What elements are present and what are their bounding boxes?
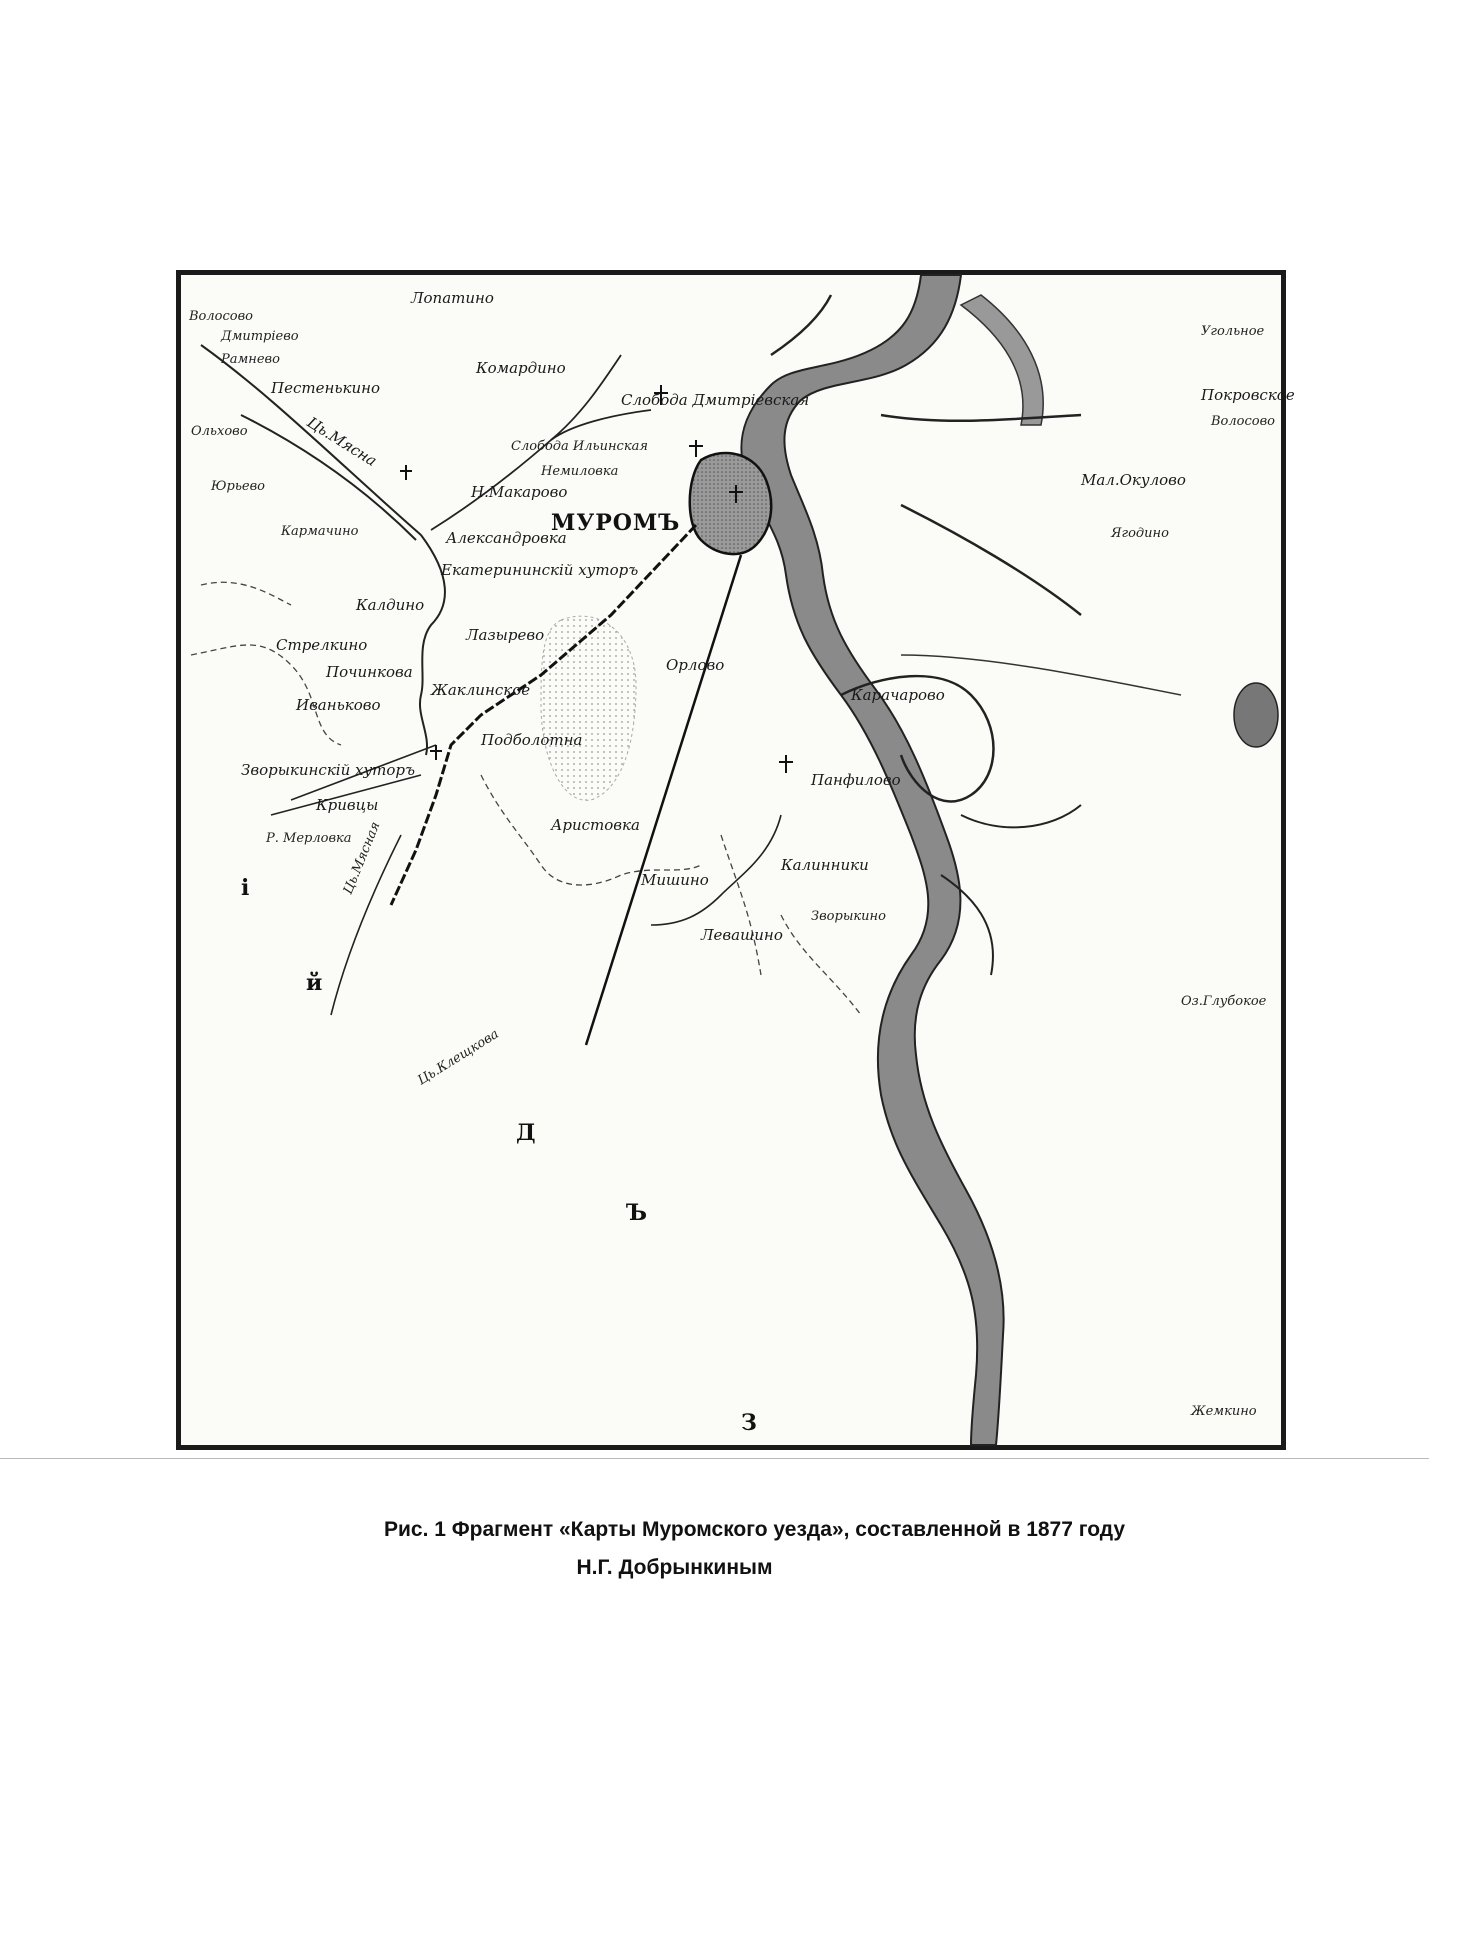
label-zhaklinskoe: Жаклинское: [431, 681, 531, 699]
historical-map: [181, 275, 1295, 1445]
label-pochinkovo: Починкова: [326, 663, 413, 681]
label-pesteniha: Пестенькино: [271, 379, 381, 397]
stream-east: [941, 805, 1081, 975]
label-ivanikovo: Иваньково: [296, 696, 381, 714]
label-sloboda-ilyinskaya: Слобода Ильинская: [511, 439, 648, 454]
label-krivtsy: Кривцы: [316, 796, 379, 814]
figure-caption-line1: Рис. 1 Фрагмент «Карты Муромского уезда», составленной в 1877 году: [383, 1518, 1126, 1541]
road-west: [201, 345, 445, 755]
forest-area: [541, 616, 636, 800]
label-kaliniki: Калинники: [781, 856, 869, 874]
label-karachevo: Карачарово: [851, 686, 945, 704]
label-ekaterininsky: Екатерининскій хуторъ: [441, 561, 639, 579]
label-podbolotnaya: Подболотна: [481, 731, 583, 749]
label-levashino: Левашино: [701, 926, 783, 944]
figure-caption-line2: Н.Г. Добрынкиным: [576, 1556, 773, 1579]
label-karmachino: Кармачино: [281, 524, 359, 539]
label-mal-okulovo: Мал.Окулово: [1081, 471, 1186, 489]
label-zhemkino: Жемкино: [1191, 1404, 1257, 1419]
label-dmitrievo: Дмитріево: [221, 329, 299, 344]
map-frame: [176, 270, 1295, 1450]
label-zvorykinsky: Зворыкинскій хуторъ: [241, 761, 416, 779]
label-lopatino: Лопатино: [411, 289, 494, 307]
label-ts-klesh: Ць.Клещкова: [415, 1026, 502, 1089]
label-aleksandrovka: Александровка: [446, 529, 567, 547]
label-letter-z: З: [741, 1410, 758, 1436]
label-letter-b: Ъ: [626, 1200, 649, 1226]
label-lazyrevo: Лазырево: [466, 626, 545, 644]
lake-east: [1234, 683, 1278, 747]
label-orlovo: Орлово: [666, 656, 725, 674]
label-yagodino: Ягодино: [1111, 526, 1169, 541]
label-nemilovka: Немиловка: [541, 464, 619, 479]
murom-city: [690, 453, 771, 554]
label-komardino: Комардино: [476, 359, 566, 377]
label-pokrovskoe: Покровское: [1201, 386, 1295, 404]
label-panfilovo: Панфилово: [811, 771, 901, 789]
river-branch-ne: [961, 295, 1043, 425]
label-aristovka: Аристовка: [551, 816, 640, 834]
label-road-name: Ць.Мясна: [303, 413, 381, 471]
label-oz-glubokoe: Оз.Глубокое: [1181, 994, 1267, 1009]
label-ts-myasnaya: Ць.Мясная: [340, 819, 384, 897]
label-kaldino: Калдино: [356, 596, 425, 614]
label-yurjevo: Юрьево: [211, 479, 265, 494]
label-volosovo-right: Волосово: [1211, 414, 1275, 429]
label-streltsino: Стрелкино: [276, 636, 368, 654]
label-sloboda-dmitrievskaya: Слобода Дмитріевская: [621, 391, 810, 409]
label-olkhovo: Ольхово: [191, 424, 248, 439]
label-ugolnoe: Угольное: [1201, 324, 1265, 339]
label-murom: МУРОМЪ: [551, 510, 681, 536]
label-zvorykino: Зворыкино: [811, 909, 886, 924]
page-divider: [0, 1458, 1429, 1459]
label-volosovo: Волосово: [189, 309, 253, 324]
label-letter-d: Д: [516, 1120, 537, 1146]
stream-south: [651, 815, 781, 925]
label-mishino: Мишино: [641, 871, 709, 889]
label-ramnyovo: Рамнево: [221, 352, 280, 367]
label-letter-i: і: [241, 875, 251, 901]
label-r-merlovka: Р. Мерловка: [266, 831, 352, 846]
label-letter-ii: й: [306, 970, 324, 996]
label-n-makarovo: Н.Макарово: [471, 483, 568, 501]
